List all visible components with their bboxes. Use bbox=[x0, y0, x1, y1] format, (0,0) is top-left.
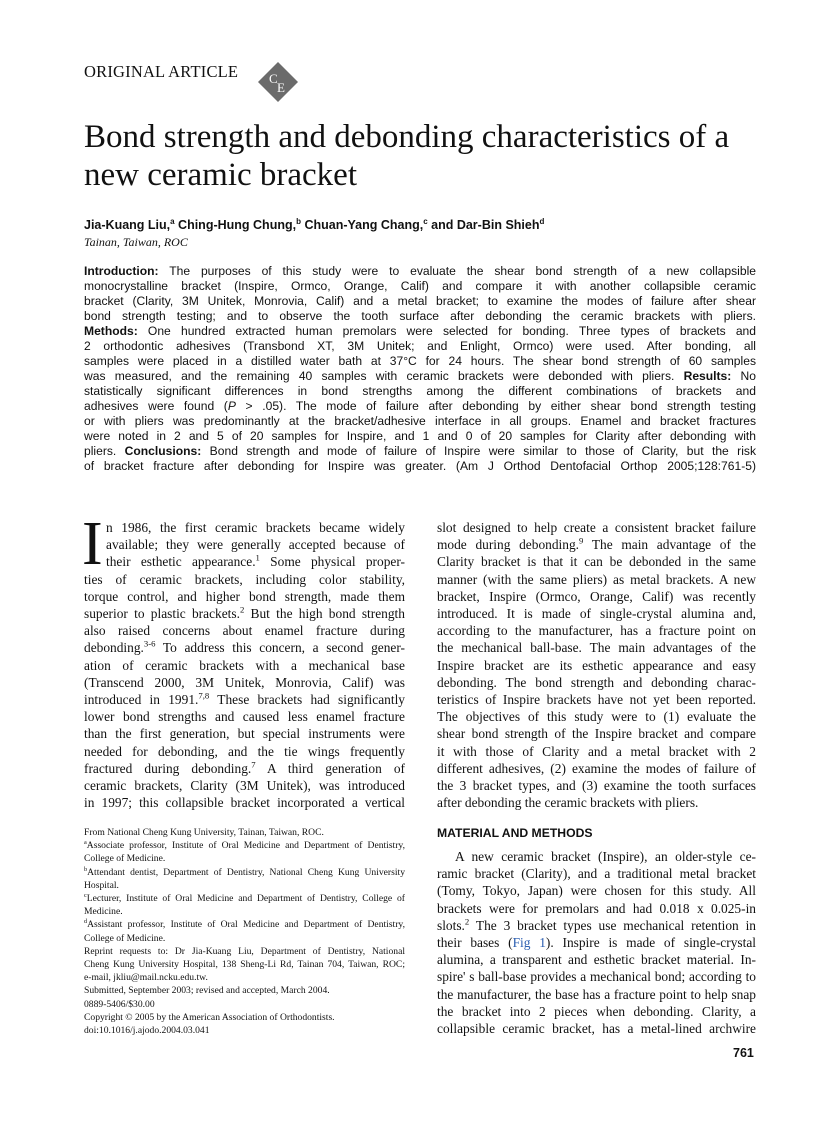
reference-superscript: 9 bbox=[579, 535, 584, 546]
section-label: Results: bbox=[683, 369, 732, 383]
text-line: torque control, and higher bond strength, made them bbox=[84, 588, 405, 604]
text-line: their bases (Fig 1). Inspire is made of single-crystal bbox=[437, 935, 757, 951]
abstract bbox=[84, 264, 756, 474]
text-line: the mechanical ball-base. The main advantages of the bbox=[437, 640, 756, 656]
text-line: $^c$Lecturer, Institute of Oral Medicine and Department of Dentistry, College of bbox=[84, 891, 405, 905]
text-line: superior to plastic brackets.$^2$ But the high bond strength bbox=[84, 604, 405, 622]
text-line: slots.$^2$ The 3 bracket types use mechanical retention in bbox=[437, 916, 756, 933]
drop-cap: I bbox=[82, 510, 103, 578]
reference-superscript: 7,8 bbox=[198, 690, 210, 701]
body-right-column bbox=[437, 519, 756, 811]
author: Jia-Kuang Liu,$^a$ bbox=[84, 217, 175, 233]
text-line: From National Cheng Kung University, Tainan, Taiwan, ROC. bbox=[84, 827, 324, 838]
text-line: fractured during debonding.$^7$ A third generation of bbox=[84, 759, 405, 776]
article-title: Bond strength and debonding characteristics of a new ceramic bracket bbox=[84, 119, 730, 193]
text-line: Cheng Kung University Hospital, 138 Sheng-Li Rd, Tainan 704, Taiwan, ROC; bbox=[84, 959, 405, 971]
author-list bbox=[84, 217, 544, 232]
text-line: was measured, and the remaining 40 samples with ceramic brackets were debonded with pliers. Results: No bbox=[84, 369, 756, 383]
section-heading: MATERIAL AND METHODS bbox=[437, 826, 593, 840]
reference-superscript: 2 bbox=[464, 916, 470, 927]
text-line: pliers. Conclusions: Bond strength and mode of failure of Inspire were similar to those of Clarity, but the risk bbox=[84, 444, 756, 458]
text-line: ties of ceramic brackets, including color stability, bbox=[84, 571, 405, 587]
text-line: n 1986, the first ceramic brackets became widely bbox=[106, 520, 405, 535]
text-line: the manufacturer, the base has a fracture point to help snap bbox=[437, 986, 756, 1002]
footnotes bbox=[84, 826, 405, 1037]
text-line: The objectives of this study were to (1) evaluate the bbox=[437, 709, 756, 725]
text-line: teristics of Inspire brackets have not yet been reported. bbox=[437, 692, 756, 708]
text-line: collapsible ceramic bracket, has a metal-lined archwire bbox=[437, 1021, 756, 1037]
text-line: according to the manufacturer, has a fracture point on bbox=[437, 623, 756, 639]
text-line: of bracket fracture after debonding for Inspire was greater. (Am J Orthod Dentofacial Orthop 2005;128:761-5) bbox=[84, 459, 756, 473]
text-line: after debonding the ceramic brackets with pliers. bbox=[437, 795, 699, 811]
text-line: available; they were generally accepted because of bbox=[106, 537, 405, 553]
text-line: Reprint requests to: Dr Jia-Kuang Liu, Department of Dentistry, National bbox=[84, 945, 405, 957]
text-line: in 1997; this collapsible bracket incorporated a vertical bbox=[84, 795, 405, 811]
text-line: College of Medicine. bbox=[84, 932, 166, 944]
text-line: statistically significant differences in bond strengths among the different combinations of brackets and bbox=[84, 384, 756, 398]
section-label: Conclusions: bbox=[124, 444, 202, 458]
reference-superscript: a bbox=[84, 839, 87, 847]
text-line: introduced in 1991.$^{7,8}$ These brackets had significantly bbox=[84, 690, 405, 708]
text-line: it with those of Clarity and a metal bracket with 2 bbox=[437, 743, 756, 759]
text-line: ramic bracket (Clarity), and a traditional metal bracket bbox=[437, 866, 756, 882]
svg-text:C: C bbox=[269, 71, 278, 86]
text-line: Introduction: The purposes of this study were to evaluate the shear bond strength of a new collapsible bbox=[84, 264, 756, 278]
text-line: Clarity bracket is that it can be debonded in the same bbox=[437, 554, 756, 570]
text-line: shear bond strength of the Inspire bracket and compare bbox=[437, 726, 756, 742]
text-line: debonding. The bond strength and debonding charac- bbox=[437, 674, 756, 690]
text-line: bracket, Inspire (Ormco, Orange, Calif) was recently bbox=[437, 588, 756, 604]
text-line: bracket (Clarity, 3M Unitek, Monrovia, Calif) and a metal bracket; to examine the modes of failure after shear bbox=[84, 294, 756, 308]
text-line: Copyright © 2005 by the American Association of Orthodontists. bbox=[84, 1011, 335, 1023]
text-line: e-mail, jkliu@mail.ncku.edu.tw. bbox=[84, 972, 208, 984]
text-line: $^a$Associate professor, Institute of Oral Medicine and Department of Dentistry, bbox=[84, 839, 405, 852]
reference-superscript: 3-6 bbox=[143, 638, 156, 649]
text-line: introduced. It is made of single-crystal alumina and, bbox=[437, 606, 756, 622]
figure-link[interactable]: Fig 1 bbox=[512, 935, 546, 951]
text-line: College of Medicine. bbox=[84, 853, 166, 865]
text-line: brackets were for premolars and had 0.018 x 0.025-in bbox=[437, 900, 756, 916]
text-line: Submitted, September 2003; revised and accepted, March 2004. bbox=[84, 985, 330, 997]
ce-logo-icon bbox=[258, 62, 298, 102]
section-label: Methods: bbox=[84, 324, 138, 338]
author: Chuan-Yang Chang,$^c$ bbox=[300, 217, 428, 233]
author: Ching-Hung Chung,$^b$ bbox=[174, 217, 301, 233]
text-line: Medicine. bbox=[84, 906, 123, 918]
text-line: or with pliers was predominantly at the bracket/adhesive interface in all groups. Enamel and bracket fractures bbox=[84, 414, 756, 428]
text-line: (Transcend 2000, 3M Unitek, Monrovia, Calif) was bbox=[84, 674, 405, 690]
text-line: lower bond strengths and caused less enamel fracture bbox=[84, 709, 405, 725]
reference-superscript: 2 bbox=[239, 604, 245, 615]
reference-superscript: d bbox=[84, 918, 88, 926]
reference-superscript: c bbox=[84, 891, 87, 899]
italic-text: P bbox=[227, 399, 236, 413]
author-location: Tainan, Taiwan, ROC bbox=[84, 235, 188, 249]
text-line: needed for debonding, and the tie wings frequently bbox=[84, 743, 405, 759]
svg-text:E: E bbox=[277, 80, 285, 95]
text-line: their esthetic appearance.$^1$ Some physical proper- bbox=[106, 552, 405, 570]
article-type-label: ORIGINAL ARTICLE bbox=[84, 62, 239, 81]
reference-superscript: 7 bbox=[251, 759, 256, 770]
text-line: samples were placed in a distilled water bath at 37°C for 24 hours. The shear bond strength of 60 samples bbox=[84, 354, 756, 368]
text-line: monocrystalline bracket (Inspire, Ormco, Orange, Calif) and compare it with another collapsible ceramic bbox=[84, 279, 756, 293]
text-line: $^d$Assistant professor, Institute of Oral Medicine and Department of Dentistry, bbox=[84, 918, 405, 931]
text-line: bond strength testing; and to observe the tooth surface after debonding the ceramic brackets with pliers. bbox=[84, 309, 756, 323]
methods-text bbox=[437, 848, 756, 1037]
section-label: Introduction: bbox=[84, 264, 159, 278]
body-left-column bbox=[84, 519, 405, 811]
text-line: A new ceramic bracket (Inspire), an older-style ce- bbox=[455, 849, 756, 864]
text-line: Hospital. bbox=[84, 879, 119, 891]
text-line: different adhesives, (2) examine the modes of failure of bbox=[437, 760, 756, 776]
text-line: adhesives were found (P > .05). The mode of failure after debonding by either shear bond strength testing bbox=[84, 399, 757, 413]
text-line: (Tomy, Tokyo, Japan) were chosen for this study. All bbox=[437, 883, 756, 899]
text-line: slot designed to help create a consistent bracket failure bbox=[437, 520, 756, 535]
text-line: doi:10.1016/j.ajodo.2004.03.041 bbox=[84, 1025, 210, 1037]
text-line: also raised concerns about enamel fracture during bbox=[84, 623, 405, 639]
text-line: than the first generation, but special instruments were bbox=[84, 726, 405, 742]
text-line: debonding.$^{3-6}$ To address this concern, a second gener- bbox=[84, 638, 405, 656]
text-line: Methods: One hundred extracted human premolars were selected for bonding. Three types of brackets and bbox=[84, 324, 756, 338]
text-line: 2 orthodontic adhesives (Transbond XT, 3M Unitek; and Enlight, Ormco) were used. After bonding, all bbox=[84, 339, 756, 353]
text-line: $^b$Attendant dentist, Department of Dentistry, National Cheng Kung University bbox=[84, 865, 405, 878]
text-line: Inspire bracket are its esthetic appearance and easy bbox=[437, 657, 756, 673]
reference-superscript: 1 bbox=[255, 552, 260, 563]
text-line: the bracket into 2 pieces when debonding. Clarity, a bbox=[437, 1003, 756, 1019]
text-line: alumina, a transparent and esthetic bracket material. In- bbox=[437, 952, 756, 968]
text-line: mode during debonding.$^9$ The main advantage of the bbox=[437, 535, 756, 553]
text-line: manner (with the same pliers) as metal brackets. A new bbox=[437, 571, 756, 587]
author: and Dar-Bin Shieh$^d$ bbox=[427, 217, 545, 233]
text-line: spire' s ball-base provides a mechanical bond; according to bbox=[437, 969, 756, 985]
text-line: 0889-5406/$30.00 bbox=[84, 998, 155, 1010]
text-line: were noted in 2 and 5 of 20 samples for Inspire, and 1 and 0 of 20 samples for Clarity after debonding with bbox=[84, 429, 756, 443]
reference-superscript: b bbox=[84, 865, 88, 873]
text-line: ation of ceramic brackets with a mechanical base bbox=[84, 657, 405, 673]
text-line: ceramic brackets, Clarity (3M Unitek), was introduced bbox=[84, 778, 405, 794]
page-number: 761 bbox=[733, 1046, 754, 1060]
text-line: the 3 bracket types, and (3) examine the tooth surfaces bbox=[437, 778, 756, 794]
